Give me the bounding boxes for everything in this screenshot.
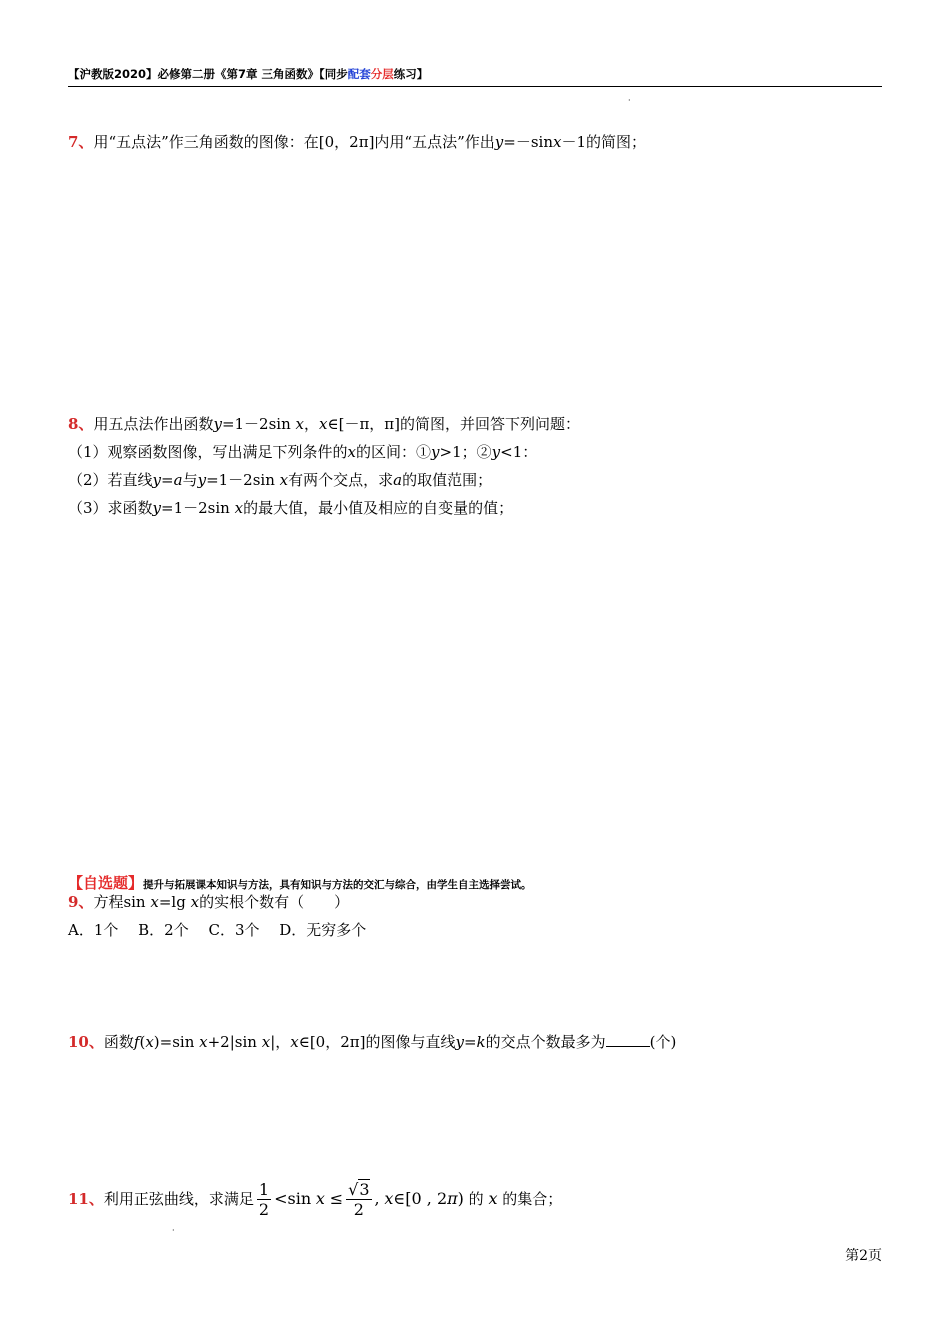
math-var: x <box>261 1033 271 1051</box>
fraction-sqrt3-over-2 <box>346 1181 371 1220</box>
question-text: －1的简图； <box>561 133 646 151</box>
question-8-line-4 <box>68 498 513 518</box>
question-text: = <box>161 471 174 489</box>
math-var: x <box>199 1033 208 1051</box>
math-var: x <box>295 415 304 433</box>
math-var: x <box>315 1189 325 1208</box>
question-text: 的取值范围； <box>402 471 493 489</box>
question-text: +2|sin <box>207 1033 257 1051</box>
question-text: （3）求函数 <box>68 499 153 517</box>
math-var: y <box>431 443 440 461</box>
question-text: （2）若直线 <box>68 471 153 489</box>
elective-tag: 【自选题】 <box>68 874 144 892</box>
question-text: =1－2sin <box>206 471 275 489</box>
question-8-line-3 <box>68 470 492 490</box>
math-var: x <box>279 471 289 489</box>
math-symbol: < <box>274 1189 288 1208</box>
question-text: （1）观察函数图像，写出满足下列条件的 <box>68 443 348 461</box>
math-interval: ∈[0 , 2 <box>393 1189 448 1208</box>
fraction-denominator: 2 <box>353 1199 364 1219</box>
question-text: =1－2sin <box>161 499 230 517</box>
fraction-denominator: 2 <box>258 1199 270 1219</box>
question-text: 利用正弦曲线，求满足 <box>103 1190 254 1208</box>
math-var: f <box>133 1033 140 1051</box>
page-number: 第2页 <box>845 1248 882 1264</box>
question-text: 方程sin <box>93 893 146 911</box>
math-symbol: ) <box>457 1189 464 1208</box>
elective-description: 提升与拓展课本知识与方法，具有知识与方法的交汇与综合，由学生自主选择尝试。 <box>143 879 532 891</box>
answer-blank[interactable] <box>606 1032 650 1047</box>
question-text: 用五点法作出函数 <box>93 415 214 433</box>
radicand: 3 <box>359 1179 370 1199</box>
math-var: x <box>290 1033 299 1051</box>
question-text: 的区间：① <box>356 443 432 461</box>
math-var: y <box>455 1033 464 1051</box>
fraction-numerator <box>346 1181 371 1200</box>
question-text: 用“五点法”作三角函数的图像：在[0，2π]内用“五点法”作出 <box>93 133 495 151</box>
math-var: a <box>173 471 183 489</box>
page-header <box>68 66 882 87</box>
question-text: >1；② <box>439 443 492 461</box>
math-var: y <box>197 471 207 489</box>
decorative-dot: · <box>628 96 631 105</box>
question-number: 8、 <box>68 415 94 433</box>
math-var: x <box>384 1189 394 1208</box>
math-symbol: , <box>374 1189 380 1208</box>
sqrt-symbol: √3 <box>348 1179 370 1199</box>
header-red-text: 分层 <box>370 67 394 81</box>
math-var: y <box>152 471 162 489</box>
header-prefix: 【沪教版2020】必修第二册《第7章 三角函数》【同步 <box>68 67 348 81</box>
question-text: ∈[0，2π]的图像与直线 <box>298 1033 456 1051</box>
question-number: 11、 <box>68 1190 104 1208</box>
question-9-options <box>68 920 366 940</box>
answer-options: A．1个 B．2个 C．3个 D．无穷多个 <box>68 921 367 939</box>
question-text: )=sin <box>153 1033 195 1051</box>
math-var: π <box>447 1189 458 1208</box>
question-text: 有两个交点，求 <box>288 471 394 489</box>
question-text: =1－2sin <box>221 415 291 433</box>
question-text: ， <box>304 415 320 433</box>
question-text: =－sin <box>503 133 553 151</box>
question-text: 的 <box>468 1190 484 1208</box>
question-text: <1： <box>500 443 538 461</box>
question-number: 7、 <box>68 133 94 151</box>
math-var: x <box>150 893 159 911</box>
question-text: 与 <box>182 471 198 489</box>
math-var: x <box>552 133 562 151</box>
question-text: 的交点个数最多为 <box>485 1033 606 1051</box>
question-text: (个) <box>649 1033 677 1051</box>
decorative-dot: · <box>172 1226 175 1235</box>
question-text: ∈[－π，π]的简图，并回答下列问题： <box>327 415 581 433</box>
question-8-line-2 <box>68 442 537 462</box>
question-text: |， <box>270 1033 291 1051</box>
question-7 <box>68 132 646 152</box>
elective-section-heading <box>68 872 532 893</box>
fraction-numerator: 1 <box>258 1179 270 1199</box>
question-8-line-1 <box>68 414 580 434</box>
math-var: x <box>488 1189 498 1208</box>
math-var: y <box>152 499 162 517</box>
math-var: k <box>476 1033 486 1051</box>
math-var: x <box>145 1033 154 1051</box>
question-text: 的最大值，最小值及相应的自变量的值； <box>243 499 514 517</box>
header-suffix: 练习】 <box>393 67 429 81</box>
question-number: 9、 <box>68 893 94 911</box>
question-11 <box>68 1172 562 1226</box>
math-var: x <box>190 893 200 911</box>
question-10 <box>68 1032 676 1052</box>
math-var: a <box>393 471 403 489</box>
math-symbol: ≤ <box>329 1189 344 1208</box>
math-var: y <box>213 415 222 433</box>
question-text: 的集合； <box>502 1190 563 1208</box>
question-text: ( <box>139 1033 146 1051</box>
question-9 <box>68 892 349 912</box>
math-var: x <box>234 499 244 517</box>
fraction-one-half <box>257 1181 271 1220</box>
math-func: sin <box>287 1189 312 1208</box>
header-blue-text: 配套 <box>347 67 371 81</box>
question-text: =lg <box>158 893 186 911</box>
question-text: 的实根个数有（ ） <box>199 893 350 911</box>
math-var: x <box>319 415 328 433</box>
math-var: y <box>491 443 501 461</box>
question-number: 10、 <box>68 1033 104 1051</box>
math-var: y <box>494 133 504 151</box>
math-var: x <box>347 443 357 461</box>
question-text: = <box>463 1033 477 1051</box>
question-text: 函数 <box>103 1033 134 1051</box>
